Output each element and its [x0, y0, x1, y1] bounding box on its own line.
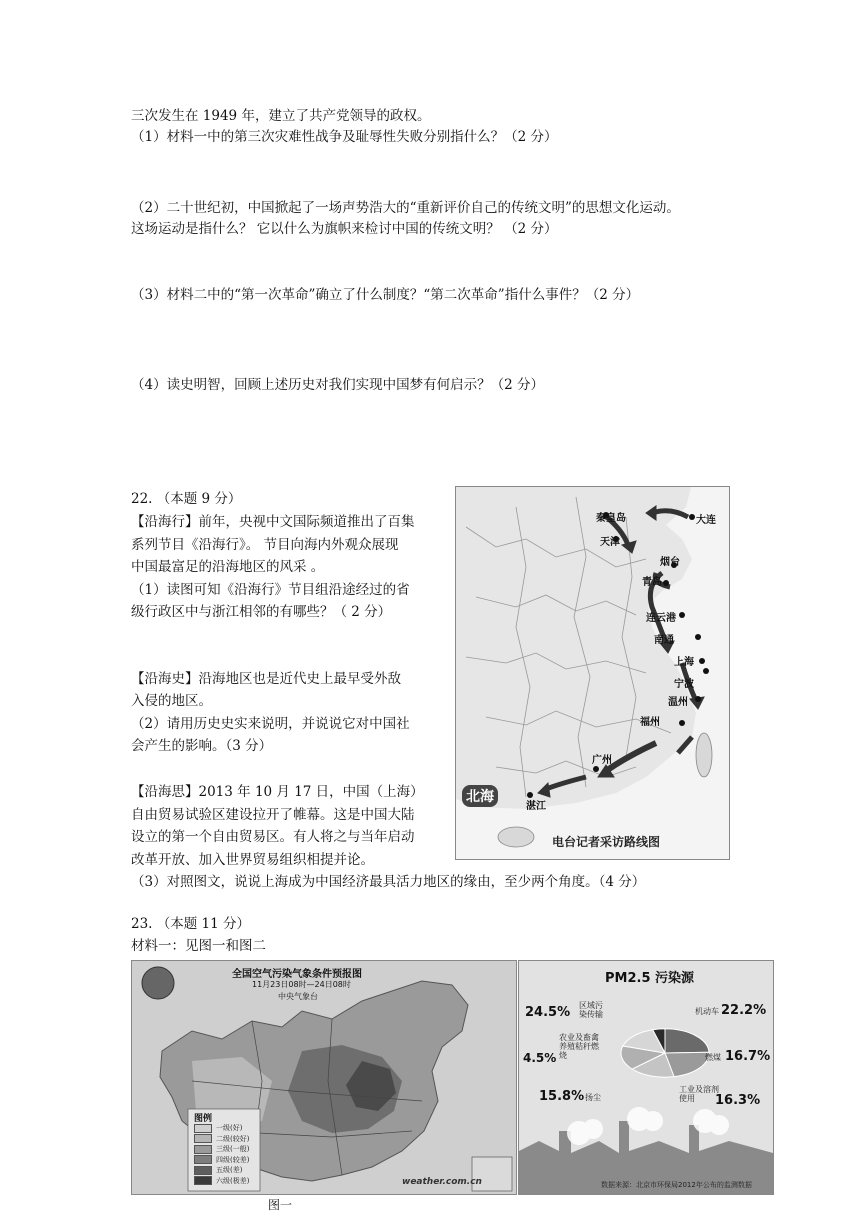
pm-label-coal: 燃煤	[705, 1053, 721, 1062]
route-map-drawing	[456, 487, 729, 859]
legend-label: 三级(一般)	[216, 1145, 250, 1154]
pm-label-industry: 工业及溶剂使用	[679, 1085, 719, 1103]
legend-item	[194, 1134, 249, 1145]
pm-label-dust: 扬尘	[585, 1093, 601, 1102]
fig1-legend	[194, 1123, 249, 1186]
legend-label: 六级(极差)	[216, 1176, 250, 1185]
pm-label-vehicle: 机动车	[695, 1007, 719, 1016]
pm-pct-agriculture: 4.5%	[523, 1051, 557, 1065]
fig2-title: PM2.5 污染源	[605, 971, 695, 986]
q21-sub4: （4）读史明智，回顾上述历史对我们实现中国梦有何启示？（2 分）	[131, 377, 544, 393]
q21-intro-tail: 三次发生在 1949 年，建立了共产党领导的政权。	[131, 108, 431, 124]
legend-item	[194, 1155, 249, 1166]
city-label: 连云港	[646, 613, 676, 624]
pm25-sources-chart	[518, 960, 774, 1195]
fig1-watermark: weather.com.cn	[402, 1177, 482, 1187]
legend-item	[194, 1165, 249, 1176]
q22-p2-line: 入侵的地区。	[131, 693, 212, 709]
fig2-source: 数据来源：北京市环保局2012年公布的监测数据	[601, 1181, 752, 1189]
q22-p3-line: 改革开放、加入世界贸易组织相提并论。	[131, 852, 374, 868]
legend-label: 四级(较差)	[216, 1155, 250, 1164]
route-map	[455, 486, 730, 860]
city-label: 广州	[592, 755, 612, 766]
city-label: 烟台	[660, 557, 680, 568]
q22-sub2-line: 会产生的影响。（3 分）	[131, 738, 273, 754]
legend-label: 二级(较好)	[216, 1134, 250, 1143]
sea-label: 北海	[462, 785, 498, 807]
q23-material: 材料一：见图一和图二	[131, 938, 266, 954]
city-label: 大连	[696, 515, 716, 526]
fig1-legend-title: 图例	[194, 1114, 213, 1124]
fig1-source: 中央气象台	[278, 992, 318, 1001]
city-label: 温州	[668, 697, 688, 708]
q21-sub3: （3）材料二中的“第一次革命”确立了什么制度？“第二次革命”指什么事件？（2 分）	[131, 287, 640, 303]
q22-p3-line: 【沿海思】2013 年 10 月 17 日，中国（上海）	[131, 784, 424, 800]
q22-sub2-line: （2）请用历史史实来说明，并说说它对中国社	[131, 716, 410, 732]
legend-item	[194, 1123, 249, 1134]
legend-swatch	[194, 1176, 212, 1185]
q22-sub3: （3）对照图文，说说上海成为中国经济最具活力地区的缘由，至少两个角度。（4 分）	[131, 874, 646, 890]
fig1-title: 全国空气污染气象条件预报图	[232, 969, 362, 980]
city-label: 福州	[640, 717, 660, 728]
city-label: 湛江	[526, 801, 546, 812]
pollution-forecast-map	[131, 960, 517, 1195]
q22-p2-line: 【沿海史】沿海地区也是近代史上最早受外敌	[131, 671, 401, 687]
q22-p1-line: 中国最富足的沿海地区的风采 。	[131, 559, 325, 575]
q22-p1-line: 系列节目《沿海行》。 节目向海内外观众展现	[131, 537, 399, 553]
legend-item	[194, 1176, 249, 1187]
city-label: 南通	[654, 635, 674, 646]
legend-swatch	[194, 1166, 212, 1175]
pollution-map-drawing	[132, 961, 516, 1194]
pm-pct-dust: 15.8%	[539, 1089, 585, 1104]
city-label: 青岛	[642, 577, 662, 588]
pm-pct-coal: 16.7%	[725, 1049, 771, 1064]
q22-p1-line: 【沿海行】前年，央视中文国际频道推出了百集	[131, 514, 415, 530]
legend-swatch	[194, 1124, 212, 1133]
q21-sub1: （1）材料一中的第三次灾难性战争及耻辱性失败分别指什么？（2 分）	[131, 129, 558, 145]
city-label: 天津	[600, 537, 620, 548]
city-label: 秦皇岛	[596, 513, 626, 524]
q22-sub1-line: 级行政区中与浙江相邻的有哪些？（ 2 分）	[131, 604, 392, 620]
legend-swatch	[194, 1155, 212, 1164]
pm-pct-regional: 24.5%	[525, 1005, 571, 1020]
pm-label-regional: 区域污染传输	[579, 1001, 603, 1019]
q21-sub2-line1: （2）二十世纪初，中国掀起了一场声势浩大的“重新评价自己的传统文明”的思想文化运动。	[131, 200, 680, 216]
legend-swatch	[194, 1145, 212, 1154]
city-label: 上海	[674, 657, 694, 668]
pm-pct-industry: 16.3%	[715, 1093, 761, 1108]
pm-pct-vehicle: 22.2%	[721, 1003, 767, 1018]
legend-item	[194, 1144, 249, 1155]
q22-p3-line: 自由贸易试验区建设拉开了帷幕。这是中国大陆	[131, 807, 415, 823]
map-caption: 电台记者采访路线图	[552, 835, 661, 849]
q22-sub1-line: （1）读图可知《沿海行》节目组沿途经过的省	[131, 582, 410, 598]
pm-label-agriculture: 农业及畜禽养殖秸秆燃烧	[559, 1033, 599, 1060]
legend-swatch	[194, 1134, 212, 1143]
pm25-drawing	[519, 961, 773, 1194]
legend-label: 一级(好)	[216, 1124, 243, 1133]
fig1-caption: 图一	[268, 1198, 293, 1212]
fig1-subtitle: 11月23日08时—24日08时	[252, 980, 351, 989]
q22-p3-line: 设立的第一个自由贸易区。有人将之与当年启动	[131, 829, 415, 845]
pm25-pie	[621, 1029, 709, 1077]
q23-heading: 23. （本题 11 分）	[131, 916, 251, 932]
city-label: 宁波	[674, 679, 694, 690]
legend-label: 五级(差)	[216, 1166, 243, 1175]
q22-heading: 22. （本题 9 分）	[131, 491, 242, 507]
q21-sub2-line2: 这场运动是指什么？ 它以什么为旗帜来检讨中国的传统文明？ （2 分）	[131, 221, 558, 237]
